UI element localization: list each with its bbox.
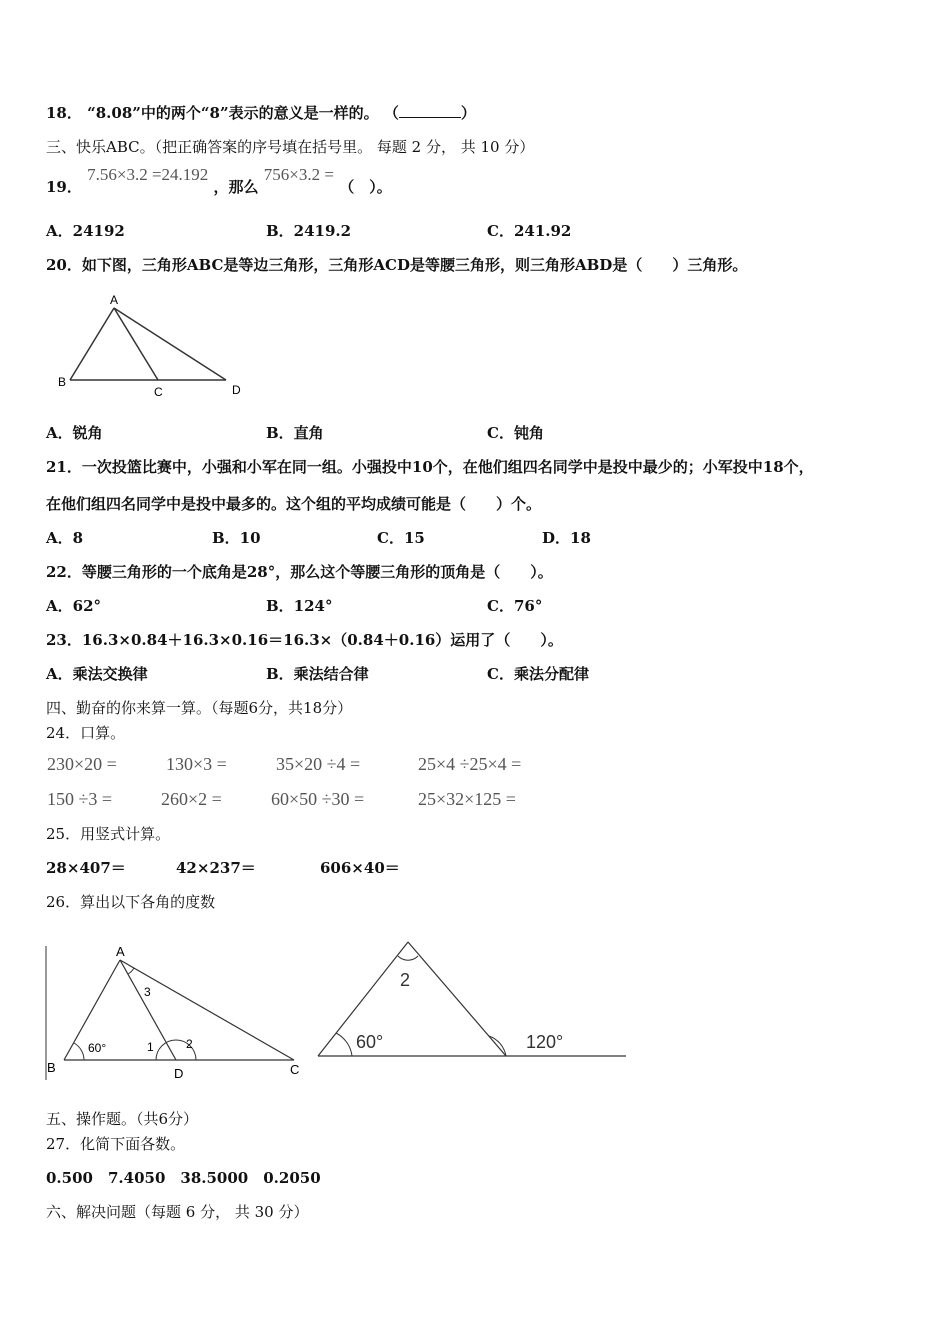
angle-120: 120°: [526, 1032, 564, 1052]
question-26-title: 26．算出以下各角的度数: [46, 893, 216, 911]
vertical-calc-item: 606×40＝: [320, 859, 400, 877]
label-d: D: [174, 1066, 184, 1081]
section-3-title: 三、快乐ABC。（把正确答案的序号填在括号里。 每题 2 分， 共 10 分）: [46, 138, 535, 156]
label-b: B: [47, 1060, 56, 1075]
angle-2: 2: [400, 970, 411, 990]
vertical-calc-item: 42×237＝: [176, 859, 256, 877]
angle-arc-top: [398, 956, 418, 960]
question-18: 18． “8.08”中的两个“8”表示的意义是一样的。 （ ）: [46, 104, 476, 122]
vertical-calc-item: 28×407＝: [46, 859, 126, 877]
question-25-title: 25．用竖式计算。: [46, 825, 171, 843]
question-19: 19． 7.56×3.2 =24.192 ，那么 756×3.2 = （ ）。: [46, 165, 392, 196]
q19-option-a[interactable]: A．24192: [46, 222, 125, 240]
angle-3: 3: [144, 985, 151, 999]
label-d: D: [232, 383, 241, 397]
angle-60: 60°: [356, 1032, 384, 1052]
q21-option-a[interactable]: A．8: [46, 529, 84, 547]
side-right: [408, 942, 506, 1056]
question-23: 23．16.3×0.84＋16.3×0.16＝16.3×（0.84＋0.16）运用了（ ）。: [46, 631, 563, 649]
q21-option-d[interactable]: D．18: [542, 529, 591, 547]
q19-option-b[interactable]: B．2419.2: [266, 222, 352, 240]
mental-calc: 25×4 ÷25×4 =: [418, 754, 522, 774]
question-20: 20．如下图，三角形ABC是等边三角形，三角形ACD是等腰三角形，则三角形ABD是（ ）三角形。: [46, 256, 748, 274]
section-5-title: 五、操作题。（共6分）: [46, 1110, 199, 1128]
section-4-title: 四、勤奋的你来算一算。（每题6分，共18分）: [46, 699, 353, 717]
question-24-title: 24．口算。: [46, 724, 126, 742]
label-a: A: [110, 293, 119, 307]
label-c: C: [154, 385, 163, 399]
q22-option-c[interactable]: C．76°: [487, 597, 543, 615]
angle-1: 1: [147, 1040, 154, 1054]
angle-2: 2: [186, 1037, 193, 1051]
angle-arc-b: [74, 1043, 84, 1060]
answer-blank[interactable]: [399, 103, 461, 118]
q26-figure-1: [44, 940, 306, 1084]
question-21-line-1: 21．一次投篮比赛中，小强和小军在同一组。小强投中10个，在他们组四名同学中是投中最少的；小军投中18个，: [46, 458, 814, 476]
mental-calc: 25×32×125 =: [418, 789, 516, 809]
question-27-title: 27．化简下面各数。: [46, 1135, 186, 1153]
mental-calc: 35×20 ÷4 =: [276, 754, 361, 774]
angle-arc-left: [336, 1033, 352, 1056]
q20-option-b[interactable]: B．直角: [266, 424, 324, 442]
q27-values: 0.500 7.4050 38.5000 0.2050: [46, 1169, 321, 1187]
q21-option-b[interactable]: B．10: [212, 529, 261, 547]
q19-option-c[interactable]: C．241.92: [487, 222, 572, 240]
mental-calc: 230×20 =: [47, 754, 117, 774]
question-22: 22．等腰三角形的一个底角是28°，那么这个等腰三角形的顶角是（ ）。: [46, 563, 553, 581]
q22-option-a[interactable]: A．62°: [46, 597, 102, 615]
q20-option-a[interactable]: A．锐角: [46, 424, 103, 442]
angle-60: 60°: [88, 1041, 107, 1055]
q23-option-b[interactable]: B．乘法结合律: [266, 665, 369, 683]
question-21-line-2: 在他们组四名同学中是投中最多的。这个组的平均成绩可能是（ ）个。: [46, 495, 542, 513]
side-ab: [70, 308, 114, 380]
q26-figure-2: [314, 930, 630, 1062]
mental-calc: 150 ÷3 =: [47, 789, 113, 809]
label-b: B: [58, 375, 67, 389]
q23-option-a[interactable]: A．乘法交换律: [46, 665, 148, 683]
q21-option-c[interactable]: C．15: [377, 529, 425, 547]
q20-option-c[interactable]: C．钝角: [487, 424, 544, 442]
label-c: C: [290, 1062, 300, 1077]
q23-option-c[interactable]: C．乘法分配律: [487, 665, 589, 683]
mental-calc: 60×50 ÷30 =: [271, 789, 365, 809]
q20-triangle-figure: [50, 288, 260, 403]
mental-calc: 260×2 =: [161, 789, 222, 809]
label-a: A: [116, 944, 125, 959]
mental-calc: 130×3 =: [166, 754, 227, 774]
angle-arc-a: [128, 968, 134, 974]
side-ac: [114, 308, 158, 380]
section-6-title: 六、解决问题（每题 6 分， 共 30 分）: [46, 1203, 309, 1221]
q22-option-b[interactable]: B．124°: [266, 597, 333, 615]
side-ad: [114, 308, 226, 380]
